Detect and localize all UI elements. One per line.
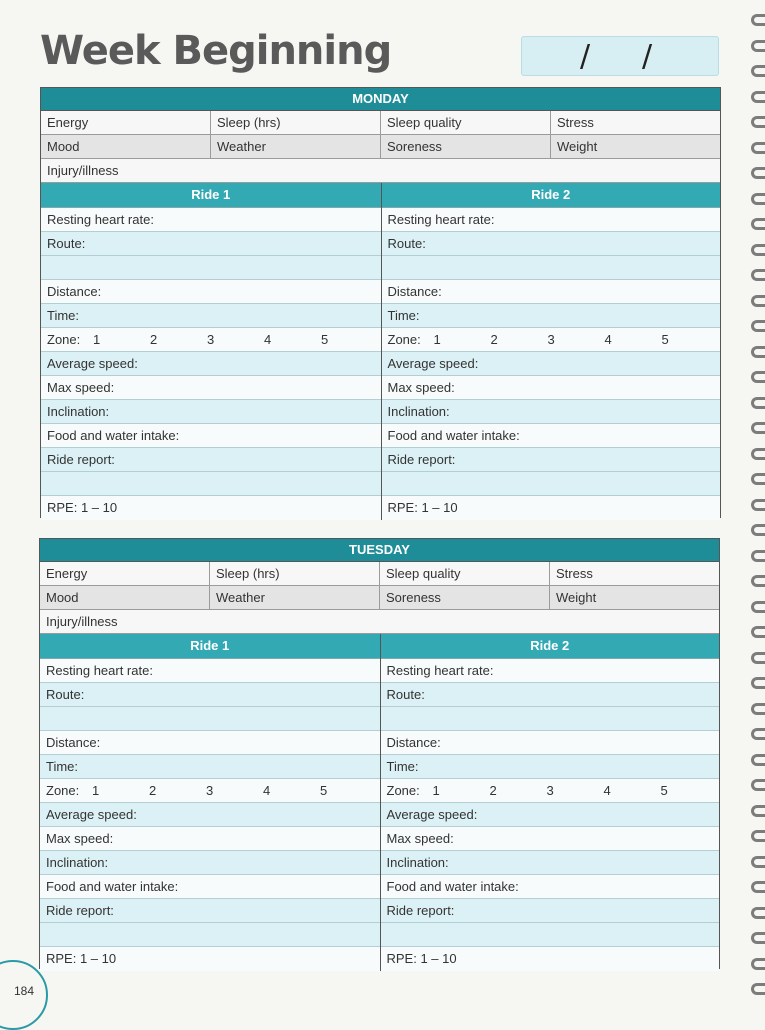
zone-option[interactable]: 2 bbox=[149, 783, 157, 798]
spiral-ring bbox=[751, 40, 765, 52]
zone-option[interactable]: 4 bbox=[263, 783, 271, 798]
ride-header: Ride 2 bbox=[382, 183, 721, 208]
rpe-field[interactable]: RPE: 1 – 10 bbox=[40, 947, 380, 971]
zone-option[interactable]: 5 bbox=[321, 332, 329, 347]
zone-option[interactable]: 3 bbox=[546, 783, 554, 798]
spiral-ring bbox=[751, 830, 765, 842]
zone-option[interactable]: 1 bbox=[92, 783, 100, 798]
avg-speed-field[interactable]: Average speed: bbox=[381, 803, 720, 827]
zone-option[interactable]: 1 bbox=[93, 332, 101, 347]
resting-hr-field[interactable]: Resting heart rate: bbox=[40, 659, 380, 683]
inclination-field[interactable]: Inclination: bbox=[381, 851, 720, 875]
ride-report-field-extra[interactable] bbox=[382, 472, 721, 496]
ride-header: Ride 1 bbox=[40, 634, 380, 659]
wellness-row bbox=[40, 586, 719, 610]
soreness-field[interactable]: Soreness bbox=[380, 586, 550, 609]
ride-report-field[interactable]: Ride report: bbox=[382, 448, 721, 472]
wellness-row bbox=[41, 111, 720, 135]
time-field[interactable]: Time: bbox=[382, 304, 721, 328]
max-speed-field[interactable]: Max speed: bbox=[381, 827, 720, 851]
sleep-quality-field[interactable]: Sleep quality bbox=[381, 111, 551, 134]
zone-option[interactable]: 2 bbox=[150, 332, 158, 347]
mood-field[interactable]: Mood bbox=[41, 135, 211, 158]
injury-row bbox=[41, 159, 720, 183]
wellness-row bbox=[40, 562, 719, 586]
spiral-ring bbox=[751, 983, 765, 995]
route-field-extra[interactable] bbox=[382, 256, 721, 280]
sleep-quality-field[interactable]: Sleep quality bbox=[380, 562, 550, 585]
energy-field[interactable]: Energy bbox=[40, 562, 210, 585]
ride-report-field[interactable]: Ride report: bbox=[381, 899, 720, 923]
spiral-ring bbox=[751, 167, 765, 179]
day-section-tuesday bbox=[39, 538, 720, 969]
max-speed-field[interactable]: Max speed: bbox=[40, 827, 380, 851]
zone-option[interactable]: 3 bbox=[207, 332, 215, 347]
sleep-hours-field[interactable]: Sleep (hrs) bbox=[210, 562, 380, 585]
zone-label: Zone: bbox=[46, 783, 80, 798]
spiral-ring bbox=[751, 448, 765, 460]
zone-option[interactable]: 3 bbox=[547, 332, 555, 347]
distance-field[interactable]: Distance: bbox=[41, 280, 381, 304]
spiral-ring bbox=[751, 805, 765, 817]
spiral-ring bbox=[751, 91, 765, 103]
time-field[interactable]: Time: bbox=[40, 755, 380, 779]
zone-option[interactable]: 2 bbox=[490, 332, 498, 347]
weight-field[interactable]: Weight bbox=[557, 139, 598, 154]
food-water-field[interactable]: Food and water intake: bbox=[41, 424, 381, 448]
route-field[interactable]: Route: bbox=[382, 232, 721, 256]
food-water-field[interactable]: Food and water intake: bbox=[382, 424, 721, 448]
spiral-binding bbox=[748, 0, 765, 1000]
day-section-monday bbox=[40, 87, 721, 518]
spiral-ring bbox=[751, 881, 765, 893]
ride-report-field[interactable]: Ride report: bbox=[41, 448, 381, 472]
spiral-ring bbox=[751, 65, 765, 77]
zone-field[interactable] bbox=[382, 328, 721, 352]
mood-field[interactable]: Mood bbox=[40, 586, 210, 609]
zone-option[interactable]: 4 bbox=[264, 332, 272, 347]
spiral-ring bbox=[751, 499, 765, 511]
rpe-field[interactable]: RPE: 1 – 10 bbox=[381, 947, 720, 971]
spiral-ring bbox=[751, 346, 765, 358]
spiral-ring bbox=[751, 116, 765, 128]
max-speed-field[interactable]: Max speed: bbox=[41, 376, 381, 400]
spiral-ring bbox=[751, 703, 765, 715]
zone-option[interactable]: 3 bbox=[206, 783, 214, 798]
spiral-ring bbox=[751, 142, 765, 154]
day-header: MONDAY bbox=[41, 88, 720, 111]
weather-field[interactable]: Weather bbox=[210, 586, 380, 609]
ride-report-field[interactable]: Ride report: bbox=[40, 899, 380, 923]
energy-field[interactable]: Energy bbox=[41, 111, 211, 134]
spiral-ring bbox=[751, 397, 765, 409]
route-field[interactable]: Route: bbox=[40, 683, 380, 707]
zone-field[interactable] bbox=[41, 328, 381, 352]
page-number: 184 bbox=[14, 984, 35, 998]
zone-option[interactable]: 1 bbox=[433, 332, 441, 347]
ride-column bbox=[381, 183, 721, 520]
spiral-ring bbox=[751, 295, 765, 307]
weather-field[interactable]: Weather bbox=[211, 135, 381, 158]
spiral-ring bbox=[751, 524, 765, 536]
wellness-row bbox=[41, 135, 720, 159]
zone-label: Zone: bbox=[387, 332, 421, 347]
spiral-ring bbox=[751, 779, 765, 791]
spiral-ring bbox=[751, 601, 765, 613]
spiral-ring bbox=[751, 626, 765, 638]
spiral-ring bbox=[751, 575, 765, 587]
spiral-ring bbox=[751, 473, 765, 485]
max-speed-field[interactable]: Max speed: bbox=[382, 376, 721, 400]
zone-option[interactable]: 4 bbox=[603, 783, 611, 798]
spiral-ring bbox=[751, 677, 765, 689]
avg-speed-field[interactable]: Average speed: bbox=[382, 352, 721, 376]
route-field-extra[interactable] bbox=[40, 707, 380, 731]
weight-field[interactable]: Weight bbox=[556, 590, 597, 605]
zone-label: Zone: bbox=[47, 332, 81, 347]
soreness-field[interactable]: Soreness bbox=[381, 135, 551, 158]
spiral-ring bbox=[751, 193, 765, 205]
injury-field[interactable]: Injury/illness bbox=[46, 614, 118, 629]
route-field-extra[interactable] bbox=[41, 256, 381, 280]
resting-hr-field[interactable]: Resting heart rate: bbox=[41, 208, 381, 232]
date-separator: / bbox=[580, 39, 591, 74]
ride-column bbox=[41, 183, 381, 520]
date-separator: / bbox=[642, 39, 653, 74]
stress-field[interactable]: Stress bbox=[557, 115, 594, 130]
stress-field[interactable]: Stress bbox=[556, 566, 593, 581]
zone-option[interactable]: 2 bbox=[489, 783, 497, 798]
spiral-ring bbox=[751, 422, 765, 434]
route-field-extra[interactable] bbox=[381, 707, 720, 731]
avg-speed-field[interactable]: Average speed: bbox=[41, 352, 381, 376]
time-field[interactable]: Time: bbox=[41, 304, 381, 328]
zone-option[interactable]: 5 bbox=[320, 783, 328, 798]
distance-field[interactable]: Distance: bbox=[40, 731, 380, 755]
spiral-ring bbox=[751, 14, 765, 26]
spiral-ring bbox=[751, 218, 765, 230]
injury-row bbox=[40, 610, 719, 634]
spiral-ring bbox=[751, 269, 765, 281]
spiral-ring bbox=[751, 371, 765, 383]
avg-speed-field[interactable]: Average speed: bbox=[40, 803, 380, 827]
spiral-ring bbox=[751, 754, 765, 766]
spiral-ring bbox=[751, 958, 765, 970]
rides-section bbox=[41, 183, 720, 520]
food-water-field[interactable]: Food and water intake: bbox=[381, 875, 720, 899]
spiral-ring bbox=[751, 856, 765, 868]
ride-report-field-extra[interactable] bbox=[41, 472, 381, 496]
inclination-field[interactable]: Inclination: bbox=[382, 400, 721, 424]
spiral-ring bbox=[751, 652, 765, 664]
route-field[interactable]: Route: bbox=[41, 232, 381, 256]
ride-report-field-extra[interactable] bbox=[40, 923, 380, 947]
distance-field[interactable]: Distance: bbox=[382, 280, 721, 304]
spiral-ring bbox=[751, 320, 765, 332]
spiral-ring bbox=[751, 728, 765, 740]
injury-field[interactable]: Injury/illness bbox=[47, 163, 119, 178]
inclination-field[interactable]: Inclination: bbox=[41, 400, 381, 424]
ride-report-field-extra[interactable] bbox=[381, 923, 720, 947]
zone-option[interactable]: 4 bbox=[604, 332, 612, 347]
spiral-ring bbox=[751, 550, 765, 562]
rides-section bbox=[40, 634, 719, 971]
inclination-field[interactable]: Inclination: bbox=[40, 851, 380, 875]
ride-column bbox=[380, 634, 720, 971]
time-field[interactable]: Time: bbox=[381, 755, 720, 779]
resting-hr-field[interactable]: Resting heart rate: bbox=[382, 208, 721, 232]
spiral-ring bbox=[751, 244, 765, 256]
ride-column bbox=[40, 634, 380, 971]
zone-option[interactable]: 5 bbox=[661, 332, 669, 347]
ride-header: Ride 2 bbox=[381, 634, 720, 659]
week-date-field[interactable] bbox=[521, 36, 719, 76]
distance-field[interactable]: Distance: bbox=[381, 731, 720, 755]
spiral-ring bbox=[751, 907, 765, 919]
rpe-field[interactable]: RPE: 1 – 10 bbox=[41, 496, 381, 520]
page-title: Week Beginning bbox=[40, 28, 392, 74]
zone-label: Zone: bbox=[386, 783, 420, 798]
spiral-ring bbox=[751, 932, 765, 944]
sleep-hours-field[interactable]: Sleep (hrs) bbox=[211, 111, 381, 134]
zone-option[interactable]: 1 bbox=[432, 783, 440, 798]
day-header: TUESDAY bbox=[40, 539, 719, 562]
zone-field[interactable] bbox=[381, 779, 720, 803]
food-water-field[interactable]: Food and water intake: bbox=[40, 875, 380, 899]
zone-option[interactable]: 5 bbox=[660, 783, 668, 798]
rpe-field[interactable]: RPE: 1 – 10 bbox=[382, 496, 721, 520]
resting-hr-field[interactable]: Resting heart rate: bbox=[381, 659, 720, 683]
ride-header: Ride 1 bbox=[41, 183, 381, 208]
zone-field[interactable] bbox=[40, 779, 380, 803]
route-field[interactable]: Route: bbox=[381, 683, 720, 707]
